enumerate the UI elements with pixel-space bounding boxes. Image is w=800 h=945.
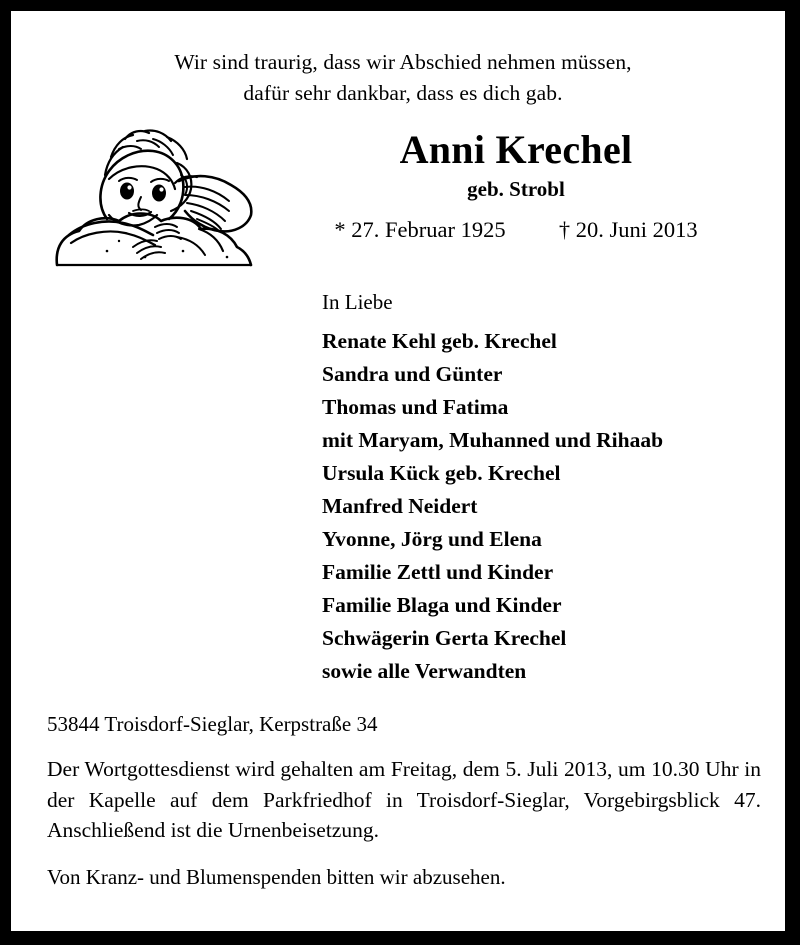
list-item: Familie Zettl und Kinder (322, 560, 554, 584)
list-item: Thomas und Fatima (322, 395, 509, 419)
life-dates (259, 216, 773, 244)
deceased-name-block (259, 127, 773, 244)
details-section (11, 710, 785, 891)
verse-line-1: Wir sind traurig, dass wir Abschied nehmen müssen, (174, 50, 632, 74)
angel-cherub-illustration (49, 123, 259, 268)
list-item: Ursula Kück geb. Krechel (322, 461, 561, 485)
header-band (11, 123, 785, 271)
service-details-text: Der Wortgottesdienst wird gehalten am Freitag, dem 5. Juli 2013, um 10.30 Uhr in der Kapelle auf dem Parkfriedhof in Troisdorf-Sieglar, Vorgebirgsblick 47. Anschließend ist die Urnenbeisetzung. (47, 757, 761, 842)
mourners-section (11, 287, 785, 688)
list-item: mit Maryam, Muhanned und Rihaab (322, 428, 664, 452)
death-date: 20. Juni 2013 (575, 217, 698, 242)
list-item: Familie Blaga und Kinder (322, 593, 562, 617)
closing-request-text: Von Kranz- und Blumenspenden bitten wir abzusehen. (47, 864, 506, 889)
address-line: 53844 Troisdorf-Sieglar, Kerpstraße 34 (47, 712, 378, 736)
list-item: Schwägerin Gerta Krechel (322, 626, 567, 650)
list-item: Manfred Neidert (322, 494, 478, 518)
birth-date: 27. Februar 1925 (351, 217, 506, 242)
list-item: Sandra und Günter (322, 362, 503, 386)
death-cross-icon: † (558, 217, 571, 242)
verse-line-2: dafür sehr dankbar, dass es dich gab. (243, 81, 563, 105)
opening-verse (11, 11, 785, 109)
deceased-maiden-name: geb. Strobl (467, 177, 565, 201)
mourners-list (322, 325, 785, 688)
birth-symbol-icon: * (334, 217, 346, 242)
list-item: Yvonne, Jörg und Elena (322, 527, 542, 551)
list-item: Renate Kehl geb. Krechel (322, 329, 557, 353)
obituary-notice (11, 11, 785, 931)
mourners-intro: In Liebe (322, 290, 393, 314)
deceased-name: Anni Krechel (399, 127, 633, 172)
list-item: sowie alle Verwandten (322, 659, 527, 683)
